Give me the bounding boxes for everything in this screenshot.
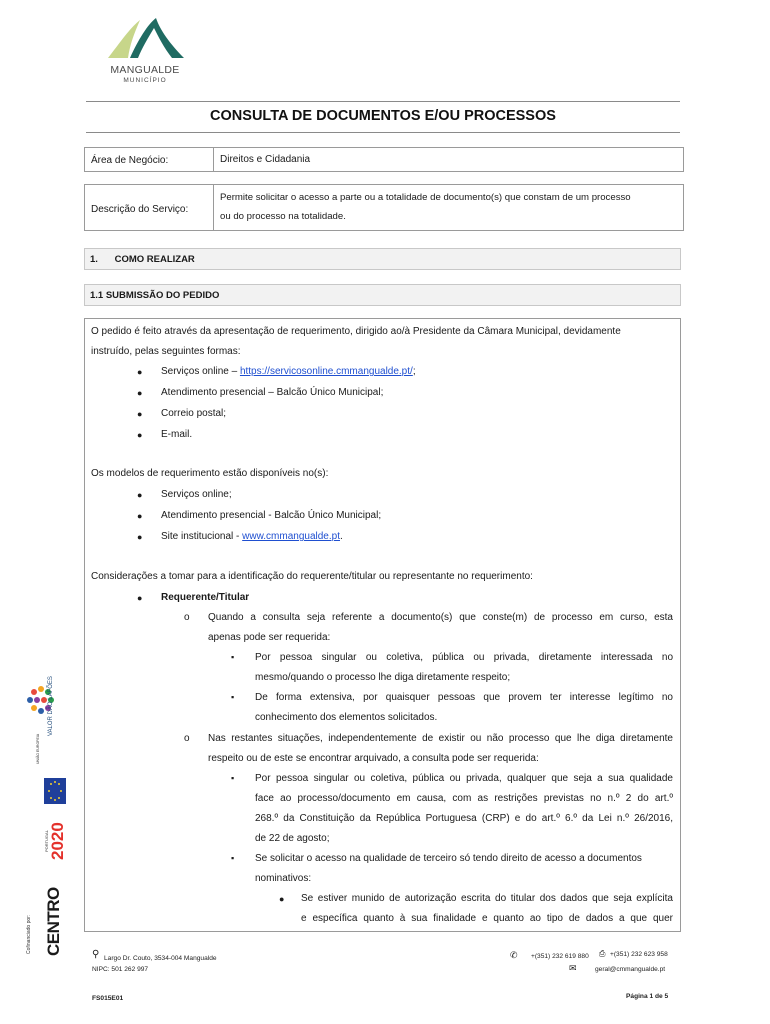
description-value-line2: ou do processo na totalidade.: [220, 211, 346, 222]
title-rule-top: [86, 101, 680, 102]
model-presencial: Atendimento presencial - Balcão Único Municipal;: [161, 510, 382, 521]
bullet-icon: ●: [137, 367, 143, 377]
section-title: COMO REALIZAR: [114, 254, 195, 265]
valor-dao-lafoes: VALOR DÃO LAFÕES: [48, 676, 54, 736]
title-rule-bottom: [86, 132, 680, 133]
bullet-icon: ●: [137, 532, 143, 542]
square-bullet-icon: ▪: [231, 773, 235, 783]
logo-name: MANGUALDE: [110, 64, 180, 76]
sub1a-line2: mesmo/quando o processo lhe diga diretamente respeito;: [255, 672, 511, 683]
portugal-label: PORTUGAL: [44, 830, 49, 852]
mail-icon: ✉: [569, 963, 577, 973]
form-online-suffix: ;: [412, 366, 416, 377]
bullet-icon: ●: [137, 490, 143, 500]
logo-subtitle: MUNICÍPIO: [123, 77, 167, 84]
sub1a-line1: Por pessoa singular ou coletiva, pública ou privada, diretamente interessada no: [255, 652, 673, 663]
sub2-line1: Nas restantes situações, independentemente de existir ou não processo que lhe diga diretamente: [208, 733, 673, 744]
cofinanciado-label: Cofinanciado por:: [26, 914, 32, 954]
sub2b-line2: nominativos:: [255, 873, 312, 884]
intro-line1: O pedido é feito através da apresentação de requerimento, dirigido ao/à Presidente da Câmara Municipal, devidamente: [91, 326, 621, 337]
bullet-icon: ●: [137, 593, 143, 603]
subsection-title: 1.1 SUBMISSÃO DO PEDIDO: [90, 290, 220, 301]
bullet-icon: ●: [137, 511, 143, 521]
municipality-logo: [100, 14, 190, 88]
circle-marker: o: [184, 612, 190, 623]
page-title: CONSULTA DE DOCUMENTOS E/OU PROCESSOS: [210, 108, 556, 124]
sub1-line2: apenas pode ser requerida:: [208, 632, 331, 643]
sub1b-line1: De forma extensiva, por quaisquer pessoas que provem ter interesse legítimo no: [255, 692, 673, 703]
sub2a-line2: face ao processo/documento em causa, com as restrições previstas no n.º 2 do art.º: [255, 793, 673, 804]
mangualde-mountain-icon: [100, 14, 190, 66]
footer-doc-code: FS015E01: [92, 995, 124, 1002]
model-site-prefix: Site institucional -: [161, 531, 243, 542]
intro-line2: instruído, pelas seguintes formas:: [91, 346, 241, 357]
site-institucional-link[interactable]: www.cmmangualde.pt: [242, 531, 340, 542]
section-submissao: [84, 284, 681, 306]
area-value: Direitos e Cidadania: [220, 154, 311, 165]
footer-address: Largo Dr. Couto, 3534-004 Mangualde: [104, 955, 217, 962]
form-email: E-mail.: [161, 429, 193, 440]
sub2bi-line1: Se estiver munido de autorização escrita do titular dos dados que seja explícita: [301, 893, 673, 904]
bullet-icon: ●: [137, 409, 143, 419]
form-correio: Correio postal;: [161, 408, 227, 419]
area-separator: [213, 148, 214, 171]
bullet-icon: ●: [137, 430, 143, 440]
footer-nipc: NIPC: 501 262 997: [92, 966, 149, 973]
model-online: Serviços online;: [161, 489, 232, 500]
form-online-prefix: Serviços online –: [161, 366, 240, 377]
circle-marker: o: [184, 733, 190, 744]
sub2a-line4: de 22 de agosto;: [255, 833, 330, 844]
consideracoes: Considerações a tomar para a identificação do requerente/titular ou representante no requerimento:: [91, 571, 533, 582]
description-value-line1: Permite solicitar o acesso a parte ou a totalidade de documento(s) que constam de um processo: [220, 192, 631, 203]
description-label: Descrição do Serviço:: [91, 204, 189, 215]
sub2-line2: respeito ou de este se encontrar arquivado, a consulta pode ser requerida:: [208, 753, 539, 764]
phone-icon: ✆: [510, 950, 518, 960]
uniao-europeia-label: UNIÃO EUROPEIA: [36, 733, 40, 764]
cofinancing-logos: [22, 670, 76, 960]
square-bullet-icon: ▪: [231, 692, 235, 702]
section-number: 1.: [90, 254, 98, 265]
description-row: [84, 184, 684, 231]
footer-page: Página 1 de 5: [626, 993, 669, 1000]
bullet-icon: ●: [279, 894, 285, 904]
form-online: [161, 365, 416, 379]
model-site-suffix: .: [339, 531, 343, 542]
sub1-line1: Quando a consulta seja referente a documento(s) que conste(m) de processo em curso, esta: [208, 612, 673, 623]
area-label: Área de Negócio:: [91, 155, 169, 166]
model-site: [161, 530, 343, 544]
location-pin-icon: ⚲: [92, 949, 100, 960]
area-row: [84, 147, 684, 172]
sub2a-line3: 268.º da Constituição da República Portuguesa (CRP) e do art.º 6.º da Lei n.º 26/2016,: [255, 813, 673, 824]
sub2b-line1: Se solicitar o acesso na qualidade de terceiro só tendo direito de acesso a documentos: [255, 853, 642, 864]
square-bullet-icon: ▪: [231, 652, 235, 662]
fax-icon: ⎙: [599, 949, 606, 958]
servicos-online-link[interactable]: https://servicosonline.cmmangualde.pt/: [239, 366, 413, 377]
centro-label: CENTRO: [44, 887, 63, 956]
form-presencial: Atendimento presencial – Balcão Único Municipal;: [161, 387, 384, 398]
footer-fax: +(351) 232 623 958: [610, 951, 668, 958]
square-bullet-icon: ▪: [231, 853, 235, 863]
models-intro: Os modelos de requerimento estão disponíveis no(s):: [91, 468, 329, 479]
sub2a-line1: Por pessoa singular ou coletiva, pública ou privada, qualquer que seja a sua qualidade: [255, 773, 673, 784]
content-box: [84, 318, 681, 932]
footer-phone[interactable]: +(351) 232 619 880: [531, 953, 589, 960]
section-como-realizar: [84, 248, 681, 270]
sub2bi-line2: e específica quanto à sua finalidade e quanto ao tipo de dados a que quer: [301, 913, 673, 924]
p2020-label: 2020: [48, 822, 67, 860]
description-separator: [213, 185, 214, 230]
footer-email[interactable]: geral@cmmangualde.pt: [595, 966, 666, 973]
bullet-icon: ●: [137, 388, 143, 398]
requerente-title: Requerente/Titular: [161, 592, 250, 603]
sub1b-line2: conhecimento dos elementos solicitados.: [255, 712, 438, 723]
